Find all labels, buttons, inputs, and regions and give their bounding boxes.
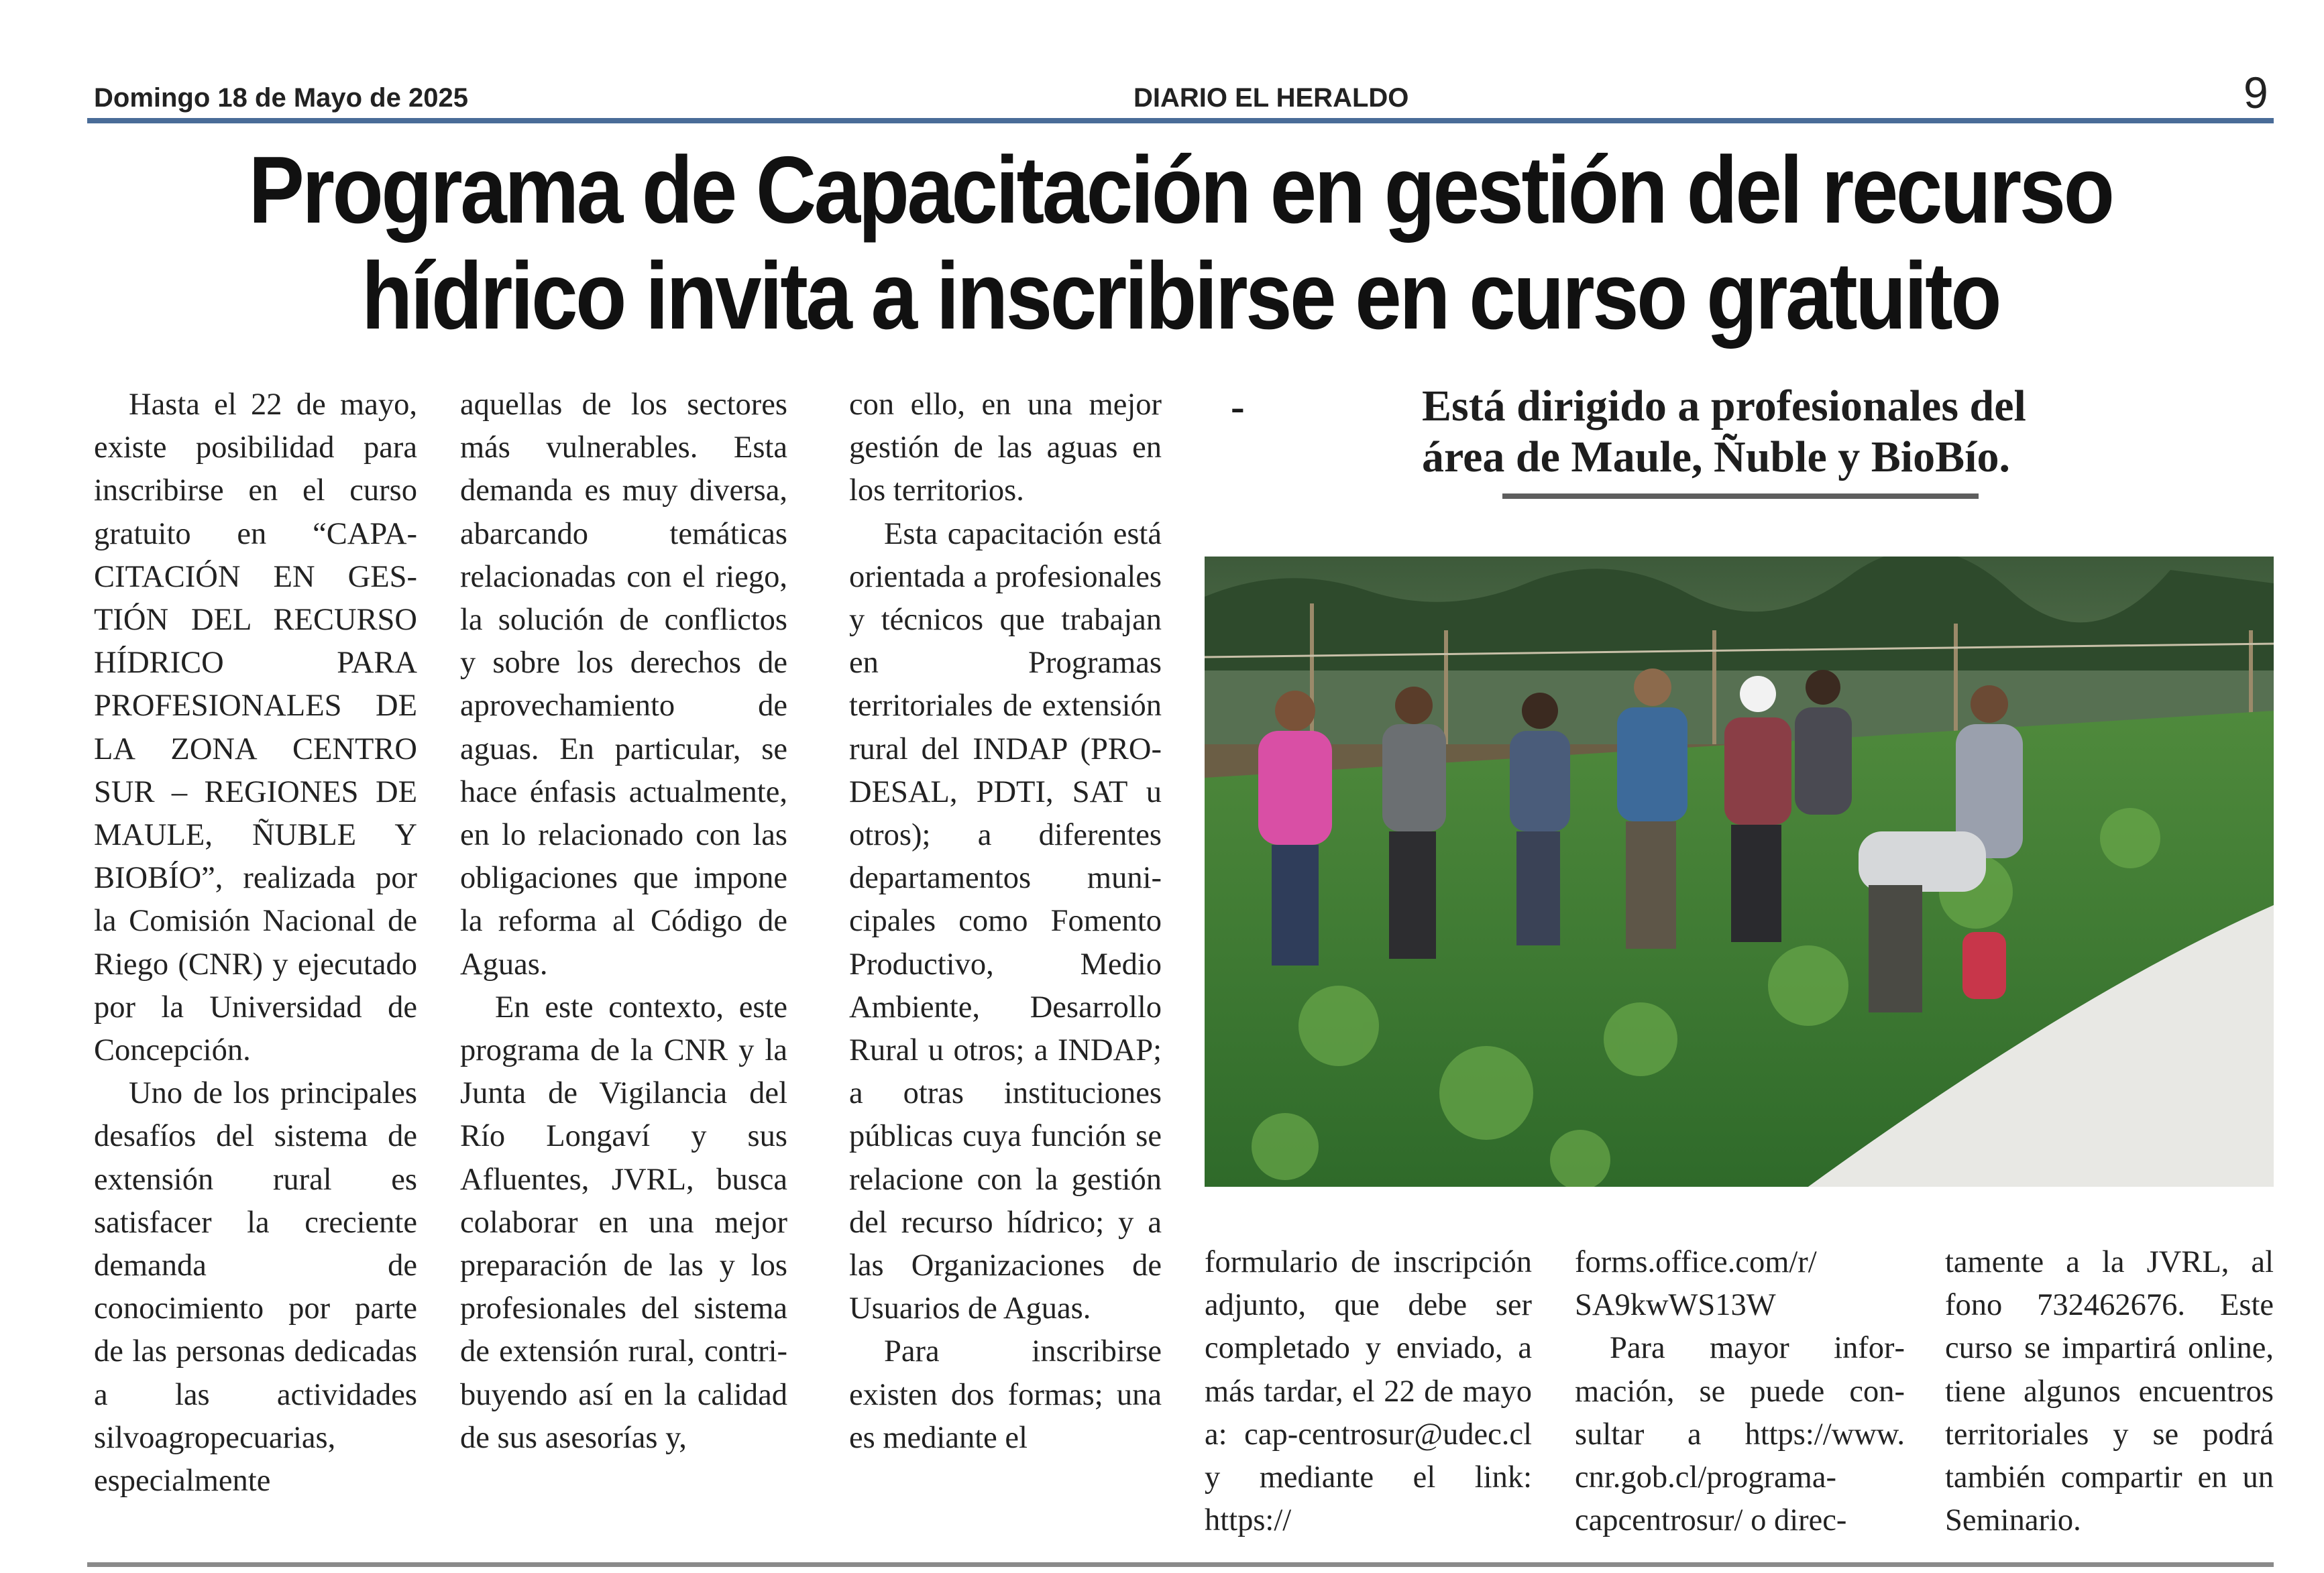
headline-line-1: Programa de Capacitación en gestión del recurso	[248, 137, 2113, 243]
newspaper-name: DIARIO EL HERALDO	[1133, 83, 1409, 113]
paragraph: aquellas de los sectores más vulnerables. Esta demanda es muy diversa, abarcando temáticas relacionadas con el riego, la solución de conflictos y sobre los derechos de aprovechamiento de aguas. En particular, se hace énfasis actualmente, en lo relacionado con las obligaciones que impone la reforma al Código de Aguas.	[460, 388, 787, 982]
paragraph: Esta capacitación está orientada a profesionales y técnicos que trabajan en Programas territoriales de extensión rural del INDAP (PRODESAL, PDTI, SAT u otros); a diferentes departamentos municipales como Fomento Productivo, Medio Ambiente, Desarrollo Rural u otros; a INDAP; a otras instituciones públicas cuya función se relacione con la gestión del recurso hídrico; y a las Organizaciones de Usuarios de Aguas.	[849, 516, 1162, 1326]
article-column-4	[1205, 1241, 1532, 1542]
field-photo-illustration	[1205, 557, 2274, 1187]
paragraph: Para mayor información, se puede consultar a https://www. cnr.gob.cl/programa-capcentrosur/ o direc-	[1575, 1331, 1905, 1538]
header-rule	[87, 118, 2274, 123]
paragraph: Uno de los principales desafíos del sistema de extensión rural es satisfacer la creciente demanda de conocimiento por parte de las personas dedicadas a las actividades silvoagropecuarias, especialmente	[94, 1076, 417, 1499]
subhead-rule	[1502, 493, 1979, 499]
issue-date: Domingo 18 de Mayo de 2025	[94, 83, 468, 113]
paragraph: tamente a la JVRL, al fono 732462676. Este curso se impartirá online, tiene algunos encuentros territoriales y se podrá también compartir en un Seminario.	[1945, 1245, 2274, 1538]
subhead-line-2: área de Maule, Ñuble y BioBío.	[1422, 432, 2010, 481]
headline-line-2: hídrico invita a inscribirse en curso gratuito	[361, 243, 2000, 349]
article-subhead	[1422, 381, 2213, 483]
subhead-line-1: Está dirigido a profesionales del	[1422, 382, 2026, 430]
footer-rule	[87, 1562, 2274, 1567]
page-number: 9	[2244, 68, 2268, 117]
paragraph: con ello, en una mejor gestión de las aguas en los territorios.	[849, 388, 1162, 508]
paragraph: forms.office.com/r/ SA9kwWS13W	[1575, 1245, 1817, 1323]
article-column-3	[849, 384, 1162, 1460]
article-photo	[1205, 557, 2274, 1187]
article-headline	[219, 137, 2143, 349]
article-column-5	[1575, 1241, 1905, 1542]
subhead-dash: -	[1231, 384, 1245, 430]
paragraph: En este contexto, este programa de la CNR y la Junta de Vigilancia del Río Longaví y sus Afluentes, JVRL, busca colaborar en una mejor preparación de las y los profesionales del sistema de extensión rural, contribuyendo así en la calidad de sus asesorías y,	[460, 990, 787, 1455]
paragraph: Para inscribirse existen dos formas; una es mediante el	[849, 1334, 1162, 1455]
article-column-1	[94, 384, 417, 1503]
article-column-6	[1945, 1241, 2274, 1542]
paragraph: Hasta el 22 de mayo, existe posibilidad para inscribirse en el curso gratuito en “CAPACITACIÓN EN GESTIÓN DEL RECURSO HÍDRICO PARA PROFESIONALES DE LA ZONA CENTRO SUR – REGIONES DE MAULE, ÑUBLE Y BIOBÍO”, realizada por la Comisión Nacional de Riego (CNR) y ejecutado por la Universidad de Concepción.	[94, 388, 417, 1068]
paragraph: formulario de inscripción adjunto, que debe ser completado y enviado, a más tardar, el 22 de mayo a: cap-centrosur@udec.cl y mediante el link: https://	[1205, 1245, 1532, 1538]
article-column-2	[460, 384, 787, 1460]
